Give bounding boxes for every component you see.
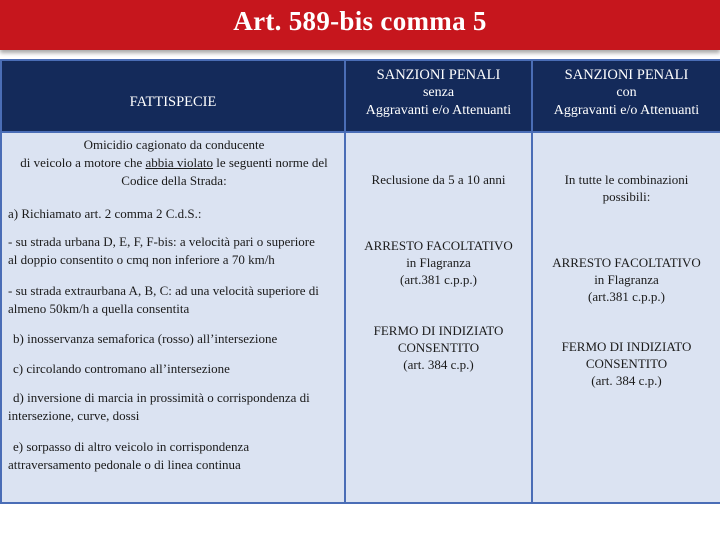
header-con-line3: Aggravanti e/o Attenuanti	[553, 103, 700, 118]
header-senza-line3: Aggravanti e/o Attenuanti	[365, 103, 512, 118]
con-fermo	[537, 338, 716, 389]
header-fattispecie	[1, 60, 345, 132]
intro-line-1: Omicidio cagionato da conducente	[83, 137, 265, 152]
header-con-line1: SANZIONI PENALI	[564, 67, 689, 83]
intro-line-3: Codice della Strada:	[121, 173, 227, 188]
header-fattispecie-label: FATTISPECIE	[129, 94, 217, 110]
senza-arresto-line-2: in Flagranza	[406, 255, 471, 270]
header-con	[532, 60, 720, 132]
case-a: a) Richiamato art. 2 comma 2 C.d.S.:	[8, 206, 202, 221]
con-pena-line-2: possibili:	[602, 189, 651, 204]
con-fermo-line-2: CONSENTITO	[585, 356, 668, 371]
case-b: b) inosservanza semaforica (rosso) all’intersezione	[13, 331, 278, 346]
intro-line-2-underlined: abbia violato	[145, 155, 213, 170]
header-senza-line2: senza	[422, 85, 455, 100]
case-c: c) circolando contromano all’intersezione	[13, 361, 230, 376]
con-cell	[532, 132, 720, 503]
con-arresto-line-3: (art.381 c.p.p.)	[588, 289, 665, 304]
senza-fermo	[350, 322, 527, 373]
body-row	[1, 132, 720, 503]
case-a1-line-1: - su strada urbana D, E, F, F-bis: a velocità pari o superiore	[8, 234, 315, 249]
case-e-line-1: e) sorpasso di altro veicolo in corrispondenza	[13, 439, 250, 454]
slide-title: Art. 589-bis comma 5	[233, 6, 487, 36]
case-a2	[8, 282, 340, 318]
senza-pena: Reclusione da 5 a 10 anni	[371, 172, 506, 187]
con-arresto-line-1: ARRESTO FACOLTATIVO	[552, 255, 701, 270]
fattispecie-cell	[1, 132, 345, 503]
header-senza	[345, 60, 532, 132]
case-a2-line-1: - su strada extraurbana A, B, C: ad una velocità superiore di	[8, 283, 319, 298]
con-arresto-line-2: in Flagranza	[594, 272, 659, 287]
senza-fermo-line-3: (art. 384 c.p.)	[403, 357, 474, 372]
senza-fermo-line-1: FERMO DI INDIZIATO	[373, 323, 504, 338]
fattispecie-intro	[8, 136, 340, 190]
senza-arresto-line-3: (art.381 c.p.p.)	[400, 272, 477, 287]
con-arresto	[537, 254, 716, 305]
senza-arresto-line-1: ARRESTO FACOLTATIVO	[364, 238, 513, 253]
title-bar	[0, 0, 720, 50]
senza-fermo-line-2: CONSENTITO	[397, 340, 480, 355]
intro-line-2-post: le seguenti norme del	[212, 155, 328, 170]
intro-line-2	[8, 154, 340, 172]
case-d	[8, 389, 340, 425]
header-senza-line1: SANZIONI PENALI	[376, 67, 501, 83]
case-e-line-2: attraversamento pedonale o di linea continua	[8, 457, 241, 472]
case-a1	[8, 233, 340, 269]
senza-cell	[345, 132, 532, 503]
con-fermo-line-1: FERMO DI INDIZIATO	[561, 339, 692, 354]
sanctions-table	[0, 59, 720, 504]
header-con-line2: con	[616, 85, 637, 100]
case-a2-line-2: almeno 50km/h a quella consentita	[8, 301, 190, 316]
senza-arresto	[350, 237, 527, 288]
intro-line-2-pre: di veicolo a motore che	[20, 155, 146, 170]
con-pena	[537, 171, 716, 205]
case-d-line-1: d) inversione di marcia in prossimità o corrispondenza di	[13, 390, 310, 405]
header-row	[1, 60, 720, 132]
case-d-line-2: intersezione, curve, dossi	[8, 408, 140, 423]
case-e	[8, 438, 340, 474]
con-pena-line-1: In tutte le combinazioni	[564, 172, 689, 187]
case-a1-line-2: al doppio consentito o cmq non inferiore a 70 km/h	[8, 252, 275, 267]
con-fermo-line-3: (art. 384 c.p.)	[591, 373, 662, 388]
